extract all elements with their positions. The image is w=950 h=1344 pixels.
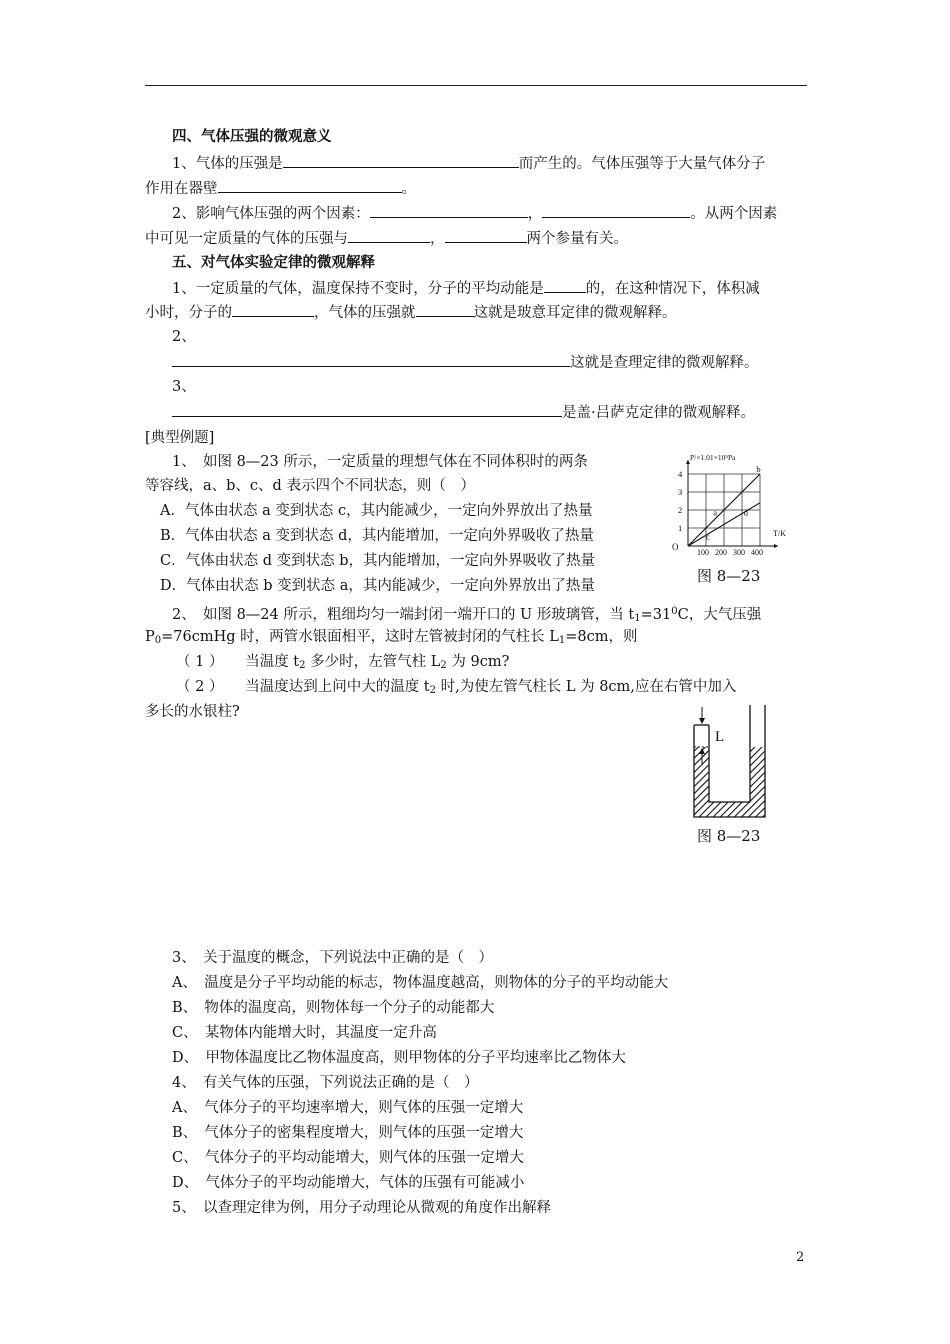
sec5-q3-line: 是盖·吕萨克定律的微观解释。 <box>172 402 755 423</box>
example4-option-d: D、 气体分子的平均动能增大，气体的压强有可能减小 <box>172 1175 525 1191</box>
example3-option-b: B、 物体的温度高，则物体每一个分子的动能都大 <box>172 1000 495 1016</box>
blank[interactable] <box>416 302 474 317</box>
example1-option-c: C．气体由状态 d 变到状态 b，其内能增加，一定向外界吸收了热量 <box>160 553 595 569</box>
x-axis-label: T/K <box>773 529 786 538</box>
tube-caption: 图 8—23 <box>697 827 761 845</box>
x-tick-label: 400 <box>751 548 763 557</box>
arrow-down-icon <box>699 718 705 724</box>
blank[interactable] <box>544 278 586 293</box>
origin-label: O <box>672 542 679 552</box>
y-tick-label: 2 <box>678 505 683 515</box>
pt-isochore-chart <box>668 450 798 560</box>
x-tick-label: 200 <box>715 548 727 557</box>
state-point-label: d <box>743 507 749 518</box>
u-tube-figure <box>690 705 780 823</box>
example2-line2: $P_0=76cmHg$ 时，两管水银面相平，这时左管被封闭的气柱长 $L_1=8cm$，则 <box>145 629 638 646</box>
sec4-q1-line1: 1、气体的压强是 而产生的。气体压强等于大量气体分子 <box>172 153 765 174</box>
example3-option-a: A、 温度是分子平均动能的标志，物体温度越高，则物体的分子的平均动能大 <box>172 975 669 991</box>
x-tick-label: 300 <box>733 548 745 557</box>
blank[interactable] <box>542 203 690 218</box>
example2-line1: 2、 如图 8—24 所示，粗细均匀一端封闭一端开口的 U 形玻璃管，当 $t_1=31^0C$，大气压强 <box>172 606 762 624</box>
section5-title: 五、对气体实验定律的微观解释 <box>172 254 375 271</box>
example3-option-d: D、 甲物体温度比乙物体温度高，则甲物体的分子平均速率比乙物体大 <box>172 1050 626 1066</box>
blank[interactable] <box>232 302 314 317</box>
y-tick-label: 3 <box>678 487 683 497</box>
state-point-label: c <box>706 531 710 542</box>
state-point-label: a <box>713 507 717 518</box>
y-tick-label: 4 <box>678 469 683 479</box>
mercury-column <box>694 747 765 817</box>
example4: 4、 有关气体的压强，下列说法正确的是（ ） <box>172 1075 479 1091</box>
sec5-q3-num: 3、 <box>172 379 196 395</box>
blank[interactable] <box>172 402 562 417</box>
example1-option-d: D．气体由状态 b 变到状态 a，其内能减少，一定向外界放出了热量 <box>160 578 595 594</box>
example1-option-b: B．气体由状态 a 变到状态 d，其内能增加，一定向外界吸收了热量 <box>160 528 594 544</box>
blank[interactable] <box>218 178 402 193</box>
sec4-q1-line2: 作用在器壁 。 <box>145 178 416 199</box>
sec4-q2-line1: 2、影响气体压强的两个因素： ， 。从两个因素 <box>172 203 777 224</box>
example1-line1: 1、 如图 8—23 所示，一定质量的理想气体在不同体积时的两条 <box>172 454 588 470</box>
blank[interactable] <box>172 352 570 367</box>
blank[interactable] <box>370 203 528 218</box>
sec5-q1-line1: 1、一定质量的气体，温度保持不变时，分子的平均动能是 的，在这种情况下，体积减 <box>172 278 760 299</box>
page-number: 2 <box>796 1250 805 1265</box>
example2-part1: （ 1 ） 当温度 $t_2$ 多少时，左管气柱 $L_2$ 为 9cm? <box>176 654 510 671</box>
section4-title: 四、气体压强的微观意义 <box>172 128 332 145</box>
y-axis-label: P/×1.01×10⁵Pa <box>690 453 736 462</box>
sec4-q2-line2: 中可见一定质量的气体的压强与 ， 两个参量有关。 <box>145 228 628 249</box>
y-tick-label: 1 <box>678 523 683 533</box>
example4-option-a: A、 气体分子的平均速率增大，则气体的压强一定增大 <box>172 1100 524 1116</box>
example5: 5、 以查理定律为例，用分子动理论从微观的角度作出解释 <box>172 1200 551 1216</box>
tube-inner-wall <box>709 705 750 802</box>
blank[interactable] <box>348 228 430 243</box>
header-rule <box>145 85 807 86</box>
example4-option-b: B、 气体分子的密集程度增大，则气体的压强一定增大 <box>172 1125 524 1141</box>
example3: 3、 关于温度的概念，下列说法中正确的是（ ） <box>172 950 493 966</box>
chart-caption: 图 8—23 <box>697 567 761 585</box>
example1-option-a: A．气体由状态 a 变到状态 c，其内能减少，一定向外界放出了热量 <box>160 503 593 519</box>
blank[interactable] <box>445 228 527 243</box>
sec5-q1-line2: 小时，分子的 ，气体的压强就 这就是玻意耳定律的微观解释。 <box>145 302 677 323</box>
state-point-label: b <box>756 464 761 475</box>
examples-heading: [典型例题] <box>145 430 215 446</box>
example2-line5: 多长的水银柱? <box>145 704 240 720</box>
sec5-q2-line: 这就是查理定律的微观解释。 <box>172 352 759 373</box>
example2-part2: （ 2 ） 当温度达到上问中大的温度 $t_2$ 时,为使左管气柱长 L 为 8cm,应在右管中加入 <box>176 679 737 696</box>
tube-label-l: L <box>715 729 725 745</box>
example4-option-c: C、 气体分子的平均动能增大，则气体的压强一定增大 <box>172 1150 524 1166</box>
example1-line2: 等容线，a、b、c、d 表示四个不同状态，则（ ） <box>145 478 475 494</box>
x-tick-label: 100 <box>697 548 709 557</box>
sec5-q2-num: 2、 <box>172 329 196 345</box>
blank[interactable] <box>283 153 519 168</box>
x-axis-arrow-icon <box>774 544 778 548</box>
example3-option-c: C、 某物体内能增大时，其温度一定升高 <box>172 1025 437 1041</box>
